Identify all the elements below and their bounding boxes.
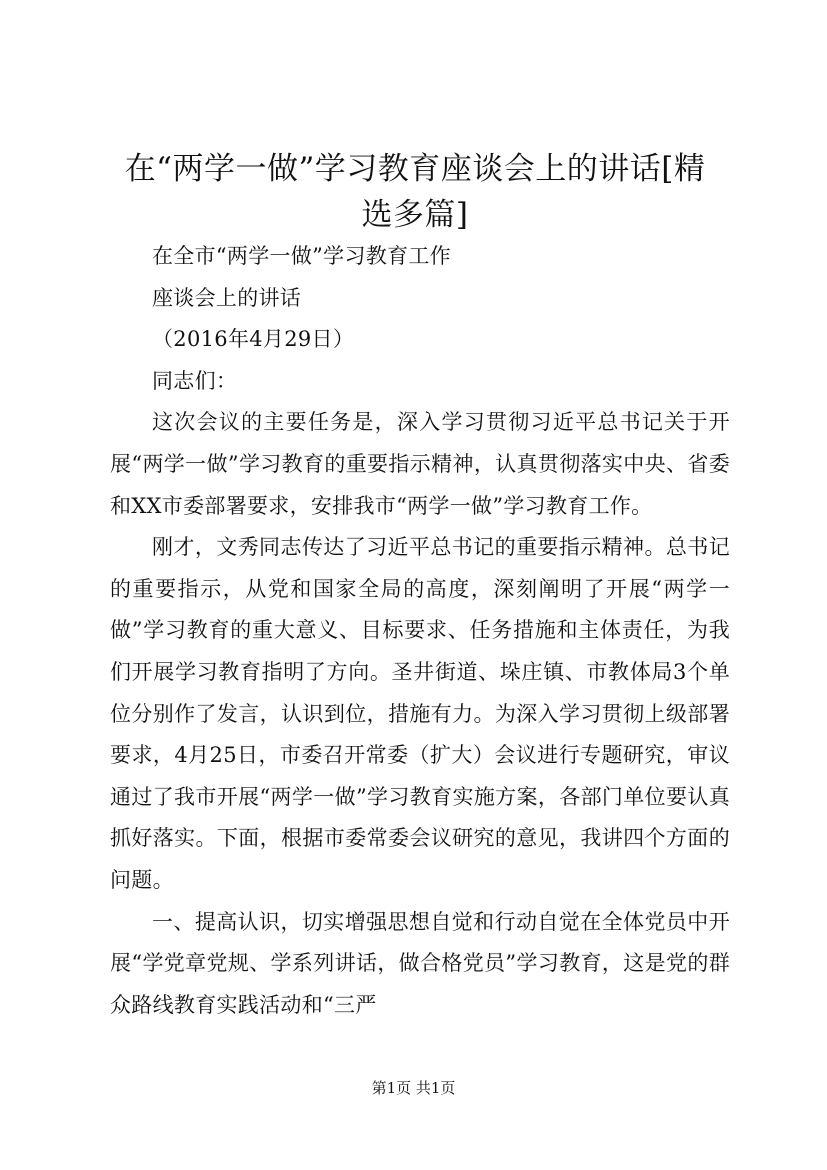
- page-footer: 第1页 共1页: [371, 1079, 456, 1097]
- paragraph-body: 刚才，文秀同志传达了习近平总书记的重要指示精神。总书记的重要指示，从党和国家全局的高度，深刻阐明了开展“两学一做”学习教育的重大意义、目标要求、任务措施和主体责任，为我们开展学习教育指明了方向。圣井街道、垛庄镇、市教体局3个单位分别作了发言，认识到位，措施有力。为深入学习贯彻上级部署要求，4月25日，市委召开常委（扩大）会议进行专题研究，审议通过了我市开展“两学一做”学习教育实施方案，各部门单位要认真抓好落实。下面，根据市委常委会议研究的意见，我讲四个方面的问题。: [110, 535, 730, 892]
- paragraph-heading-line-1: 在全市“两学一做”学习教育工作: [152, 244, 451, 268]
- paragraph-body: 这次会议的主要任务是，深入学习贯彻习近平总书记关于开展“两学一做”学习教育的重要指示精神，认真贯彻落实中央、省委和XX市委部署要求，安排我市“两学一做”学习教育工作。: [110, 410, 730, 518]
- document-title: 在“两学一做”学习教育座谈会上的讲话[精选多篇]: [124, 151, 706, 233]
- paragraph-date: （2016年4月29日）: [152, 327, 355, 352]
- paragraph-heading-line-2: 座谈会上的讲话: [152, 285, 302, 310]
- paragraph-salutation: 同志们：: [152, 368, 238, 393]
- paragraph-body: 一、提高认识，切实增强思想自觉和行动自觉在全体党员中开展“学党章党规、学系列讲话，做合格党员”学习教育，这是党的群众路线教育实践活动和“三严: [110, 909, 730, 1017]
- document-body: [110, 236, 730, 1026]
